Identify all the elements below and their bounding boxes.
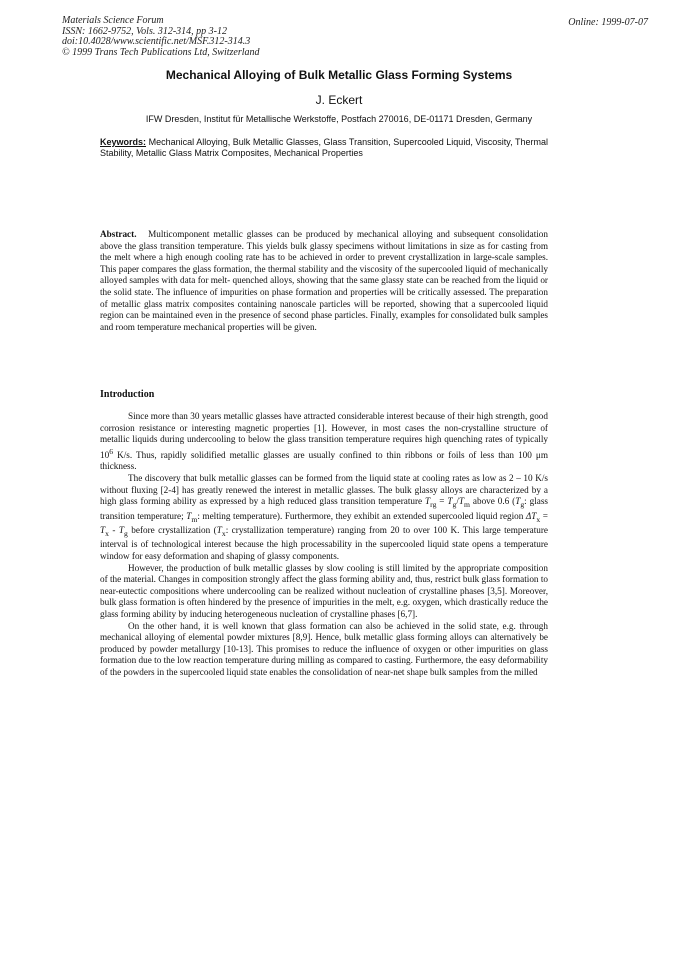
symbol-T: T — [100, 525, 106, 536]
section-heading-introduction: Introduction — [100, 389, 155, 400]
symbol-T: T — [186, 510, 192, 521]
intro-paragraph-3: However, the production of bulk metallic glasses by slow cooling is still limited by the appropriate composition of the material. Changes in composition strongly affect the glass forming ability and, thus, restrict bulk glass formation to near-eutectic compositions where undercooling can be realized without nucleation of crystalline phases [3,5]. Moreover, bulk glass formation is often hindered by the presence of impurities in the melt, e.g. oxygen, which drastically reduce the glass forming ability by inducing heterogeneous nucleation of crystalline phases [6,7]. — [100, 562, 548, 620]
affiliation: IFW Dresden, Institut für Metallische Werkstoffe, Postfach 270016, DE-01171 Dresden, Germany — [145, 114, 533, 124]
intro-paragraph-1 — [100, 411, 548, 473]
intro-p2-text-5: before crystallization ( — [127, 525, 217, 536]
symbol-T: T — [216, 525, 222, 536]
subscript-m: m — [464, 500, 471, 510]
introduction-body — [100, 411, 548, 679]
intro-p2-text-2: above 0.6 ( — [470, 496, 516, 507]
intro-paragraph-2 — [100, 473, 548, 563]
issn-line: ISSN: 1662-9752, Vols. 312-314, pp 3-12 — [62, 25, 227, 37]
intro-p1-superscript: 6 — [109, 446, 114, 456]
equals-sign: = — [436, 496, 448, 507]
intro-p2-text-4: : melting temperature). Furthermore, they exhibit an extended supercooled liquid region — [197, 510, 526, 521]
symbol-T: T — [515, 496, 521, 507]
subscript-rg: rg — [430, 500, 437, 510]
equals-sign: = — [540, 510, 548, 521]
abstract-block — [100, 229, 548, 333]
journal-header — [62, 16, 260, 58]
subscript-g: g — [452, 500, 457, 510]
intro-p2-text-6: : crystallization temperature) ranging from 20 to over 100 K. This large temperature interval is of technological interest because the high processability in the supercooled liquid state opens a temperature window for easy deformation and shaping of glassy components. — [100, 525, 548, 562]
intro-p1-text-a: Since more than 30 years metallic glasses have attracted considerable interest because of their high strength, good corrosion resistance or interesting magnetic properties [1]. However, in most cases the non-crystalline structure of metallic liquids during undercooling to below the glass transition temperature requires high quenching rates of typically 10 — [100, 411, 548, 460]
symbol-T: T — [118, 525, 125, 536]
intro-p2-text-3: : glass transition temperature; — [100, 496, 549, 521]
keywords-block — [100, 137, 548, 159]
intro-p1-text-b: K/s. Thus, rapidly solidified metallic glasses are usually confined to thin ribbons or foils of less than 100 μm thickness. — [100, 449, 548, 472]
intro-paragraph-4: On the other hand, it is well known that glass formation can also be achieved in the solid state, e.g. through mechanical alloying of elemental powder mixtures [8,9]. Hence, bulk metallic glass forming alloys can alternatively be produced by powder metallurgy [10-13]. This promises to reduce the influence of oxygen or other impurities on glass formation due to the low reaction temperature during milling as compared to casting. Furthermore, the easy deformability of the powders in the supercooled liquid state enables the consolidation of near-net shape bulk samples from the milled — [100, 620, 548, 678]
subscript-g: g — [124, 528, 128, 538]
online-date: Online: 1999-07-07 — [568, 17, 648, 28]
subscript-x: x — [105, 528, 109, 538]
copyright-line: © 1999 Trans Tech Publications Ltd, Switzerland — [62, 46, 260, 58]
journal-name: Materials Science Forum — [62, 15, 164, 26]
abstract-text: Multicomponent metallic glasses can be produced by mechanical alloying and subsequent consolidation above the glass transition temperature. This yields bulk glassy specimens without limitations in size as for casting from the melt where a high enough cooling rate has to be achieved in order to prevent crystallization in large-scale samples. This paper compares the glass formation, the thermal stability and the viscosity of the supercooled liquid of mechanically alloyed samples with data for melt- quenched alloys, showing that the same glassy state can be reached from the liquid or the solid state. The influence of impurities on phase formation and properties will be critically assessed. The preparation of metallic glass matrix composites containing nanoscale particles will be reported, showing that a supercooled liquid region can be maintained even in the presence of second phase particles. Finally, examples for consolidated bulk samples and room temperature mechanical properties will be given. — [100, 229, 548, 332]
keywords-label: Keywords: — [100, 137, 147, 147]
symbol-T: T — [425, 496, 431, 507]
subscript-x: x — [536, 514, 541, 524]
subscript-g: g — [520, 500, 525, 510]
minus-sign: - — [108, 525, 119, 536]
symbol-T: T — [447, 496, 453, 507]
symbol-T: T — [458, 496, 465, 507]
slash: / — [456, 496, 459, 507]
keywords-text: Mechanical Alloying, Bulk Metallic Glasses, Glass Transition, Supercooled Liquid, Viscosity, Thermal Stability, Metallic Glass Matrix Composites, Mechanical Properties — [100, 137, 548, 158]
subscript-m: m — [191, 514, 198, 524]
symbol-delta-T: ΔT — [525, 510, 537, 521]
doi-link[interactable]: doi:10.4028/www.scientific.net/MSF.312-314.3 — [62, 36, 251, 47]
paper-title: Mechanical Alloying of Bulk Metallic Glass Forming Systems — [165, 68, 513, 82]
abstract-label: Abstract. — [100, 229, 137, 239]
subscript-x: x — [221, 528, 226, 538]
intro-p2-text-1: The discovery that bulk metallic glasses can be formed from the liquid state at cooling rates as low as 2 – 10 K/s without fluxing [2-4] has greatly renewed the interest in metallic glasses. The bulk glassy alloys are characterized by a high glass forming ability as expressed by a high reduced glass transition temperature — [100, 473, 548, 507]
author-name: J. Eckert — [315, 93, 363, 107]
